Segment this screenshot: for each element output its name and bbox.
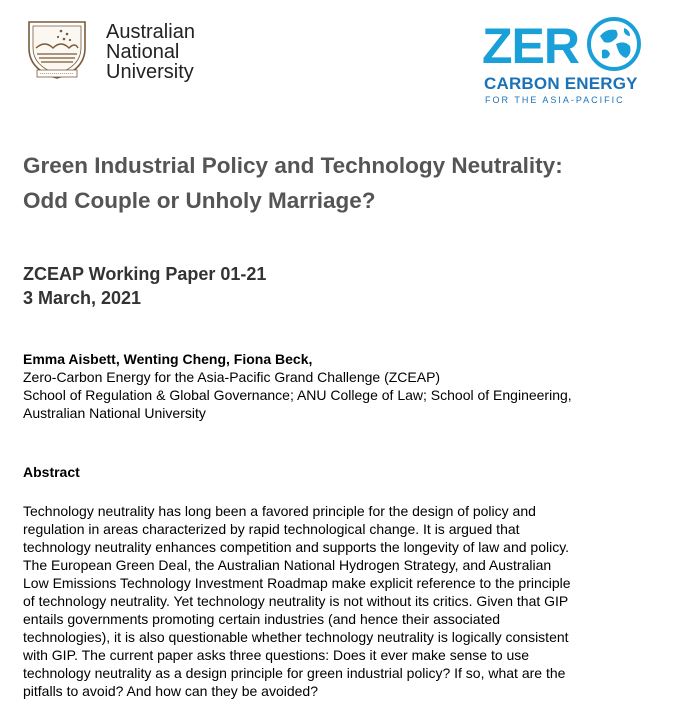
anu-wordmark <box>106 22 195 82</box>
abstract-line: regulation in areas characterized by rapid technological change. It is argued that <box>23 521 520 537</box>
affiliation-line-3: Australian National University <box>23 405 206 421</box>
globe-icon <box>586 16 642 72</box>
authors-block <box>23 350 673 422</box>
zceap-word: ZER <box>482 18 579 74</box>
abstract-line: entails governments promoting certain industries (and hence their associated <box>23 611 501 627</box>
zceap-tagline: FOR THE ASIA-PACIFIC <box>485 95 625 105</box>
affiliation-line-1: Zero-Carbon Energy for the Asia-Pacific Grand Challenge (ZCEAP) <box>23 369 441 385</box>
working-paper-info <box>23 262 266 310</box>
anu-crest-logo <box>23 18 91 82</box>
working-paper-label: ZCEAP Working Paper 01-21 <box>23 264 267 284</box>
abstract-line: technology neutrality enhances competition and supports the longevity of law and policy. <box>23 539 570 555</box>
title-line-1: Green Industrial Policy and Technology Neutrality: <box>23 153 563 178</box>
anu-line-3: University <box>106 61 194 83</box>
author-names: Emma Aisbett, Wenting Cheng, Fiona Beck, <box>23 351 313 367</box>
abstract-line: The European Green Deal, the Australian National Hydrogen Strategy, and Australian <box>23 557 552 573</box>
affiliation-line-2: School of Regulation & Global Governance; ANU College of Law; School of Engineering, <box>23 387 572 403</box>
abstract-line: of technology neutrality. Yet technology neutrality is not without its critics. Given that GIP <box>23 593 569 609</box>
abstract-line: technologies), it is also questionable whether technology neutrality is logically consistent <box>23 629 569 645</box>
abstract-line: Low Emissions Technology Investment Roadmap make explicit reference to the principle <box>23 575 571 591</box>
abstract-line: technology neutrality as a design principle for green industrial policy? If so, what are the <box>23 665 566 681</box>
working-paper-date: 3 March, 2021 <box>23 288 142 308</box>
abstract-line: pitfalls to avoid? And how can they be avoided? <box>23 683 318 699</box>
anu-line-2: National <box>106 41 180 63</box>
abstract-heading: Abstract <box>23 464 80 480</box>
abstract-line: Technology neutrality has long been a favored principle for the design of policy and <box>23 503 536 519</box>
paper-title <box>23 148 673 218</box>
title-line-2: Odd Couple or Unholy Marriage? <box>23 188 376 213</box>
zceap-logo <box>482 14 652 104</box>
anu-line-1: Australian <box>106 21 195 43</box>
abstract-body <box>23 502 673 700</box>
abstract-line: with GIP. The current paper asks three questions: Does it ever make sense to use <box>23 647 530 663</box>
zceap-subtitle: CARBON ENERGY <box>484 74 638 93</box>
